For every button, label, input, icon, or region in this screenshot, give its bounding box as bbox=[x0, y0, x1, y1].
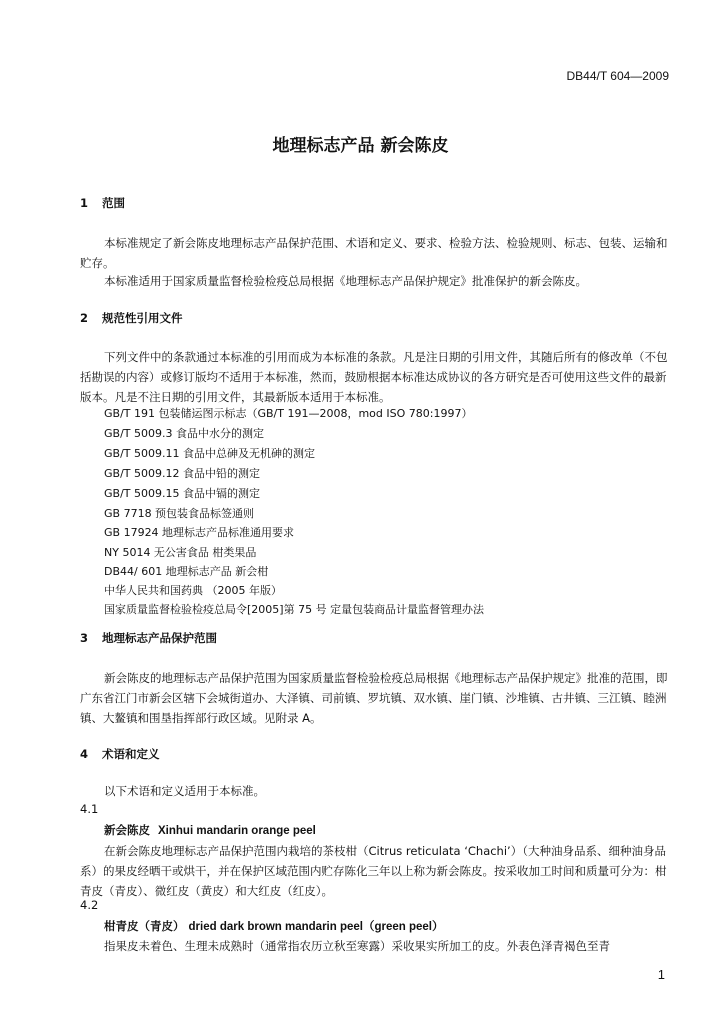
document-code: DB44/T 604—2009 bbox=[566, 69, 669, 83]
section-4-intro: 以下术语和定义适用于本标准。 bbox=[104, 784, 265, 798]
reference-item: NY 5014 无公害食品 柑类果品 bbox=[104, 546, 257, 559]
reference-item: GB 17924 地理标志产品标准通用要求 bbox=[104, 526, 295, 539]
page-title: 地理标志产品 新会陈皮 bbox=[272, 136, 449, 156]
term-4-1-definition: 在新会陈皮地理标志产品保护范围内栽培的茶枝柑（Citrus reticulata ‘Chachi’）（大种油身品系、细种油身品系）的果皮经晒干或烘干，并在保护区域范围内贮存陈化三年以上称为新会陈皮。按采收加工时间和质量可分为：柑青皮（青皮）、微红皮（黄皮）和大红皮（红皮）。 bbox=[80, 844, 667, 898]
section-3-heading bbox=[80, 630, 217, 646]
term-en: dried dark brown mandarin peel（green peel） bbox=[188, 921, 444, 933]
section-number: 1 bbox=[80, 196, 89, 210]
section-2-paragraph: 下列文件中的条款通过本标准的引用而成为本标准的条款。凡是注日期的引用文件，其随后所有的修改单（不包括勘误的内容）或修订版均不适用于本标准，然而，鼓励根据本标准达成协议的各方研究是否可使用这些文件的最新版本。凡是不注日期的引用文件，其最新版本适用于本标准。 bbox=[80, 350, 668, 404]
term-4-1-number: 4.1 bbox=[80, 802, 99, 816]
reference-item: GB/T 5009.15 食品中镉的测定 bbox=[104, 487, 260, 500]
reference-item: GB/T 191 包装储运图示标志（GB/T 191—2008，mod ISO 780:1997） bbox=[104, 407, 473, 420]
section-1-heading bbox=[80, 195, 125, 211]
term-en: Xinhui mandarin orange peel bbox=[158, 825, 316, 837]
section-number: 2 bbox=[80, 311, 89, 325]
section-title: 范围 bbox=[102, 196, 125, 210]
term-zh: 新会陈皮 bbox=[104, 823, 150, 837]
page-number: 1 bbox=[657, 967, 665, 982]
term-4-1-title bbox=[104, 822, 316, 838]
section-3-paragraph: 新会陈皮的地理标志产品保护范围为国家质量监督检验检疫总局根据《地理标志产品保护规定》批准的范围，即广东省江门市新会区辖下会城街道办、大泽镇、司前镇、罗坑镇、双水镇、崖门镇、沙堆镇、古井镇、三江镇、睦洲镇、大鳌镇和围垦指挥部行政区域。见附录 A。 bbox=[80, 671, 668, 725]
reference-item: GB/T 5009.3 食品中水分的测定 bbox=[104, 427, 264, 440]
section-number: 4 bbox=[80, 747, 89, 761]
section-1-paragraph-1: 本标准规定了新会陈皮地理标志产品保护范围、术语和定义、要求、检验方法、检验规则、标志、包装、运输和贮存。 bbox=[80, 236, 668, 270]
reference-item: GB/T 5009.12 食品中铅的测定 bbox=[104, 467, 260, 480]
section-2-heading bbox=[80, 310, 183, 326]
reference-item: 国家质量监督检验检疫总局令[2005]第 75 号 定量包装商品计量监督管理办法 bbox=[104, 603, 485, 616]
section-number: 3 bbox=[80, 631, 89, 645]
reference-item: GB/T 5009.11 食品中总砷及无机砷的测定 bbox=[104, 447, 315, 460]
section-1-paragraph-2: 本标准适用于国家质量监督检验检疫总局根据《地理标志产品保护规定》批准保护的新会陈皮。 bbox=[104, 274, 587, 288]
term-4-2-definition: 指果皮未着色、生理未成熟时（通常指农历立秋至寒露）采收果实所加工的皮。外表色泽青褐色至青 bbox=[104, 939, 610, 953]
term-4-2-title bbox=[104, 918, 444, 934]
section-title: 地理标志产品保护范围 bbox=[102, 631, 217, 645]
reference-item: 中华人民共和国药典 （2005 年版） bbox=[104, 584, 282, 597]
section-4-heading bbox=[80, 746, 160, 762]
section-title: 规范性引用文件 bbox=[102, 311, 183, 325]
section-title: 术语和定义 bbox=[102, 747, 160, 761]
reference-item: GB 7718 预包装食品标签通则 bbox=[104, 507, 255, 520]
term-zh: 柑青皮（青皮） bbox=[104, 919, 185, 933]
reference-item: DB44/ 601 地理标志产品 新会柑 bbox=[104, 565, 269, 578]
term-4-2-number: 4.2 bbox=[80, 898, 99, 912]
